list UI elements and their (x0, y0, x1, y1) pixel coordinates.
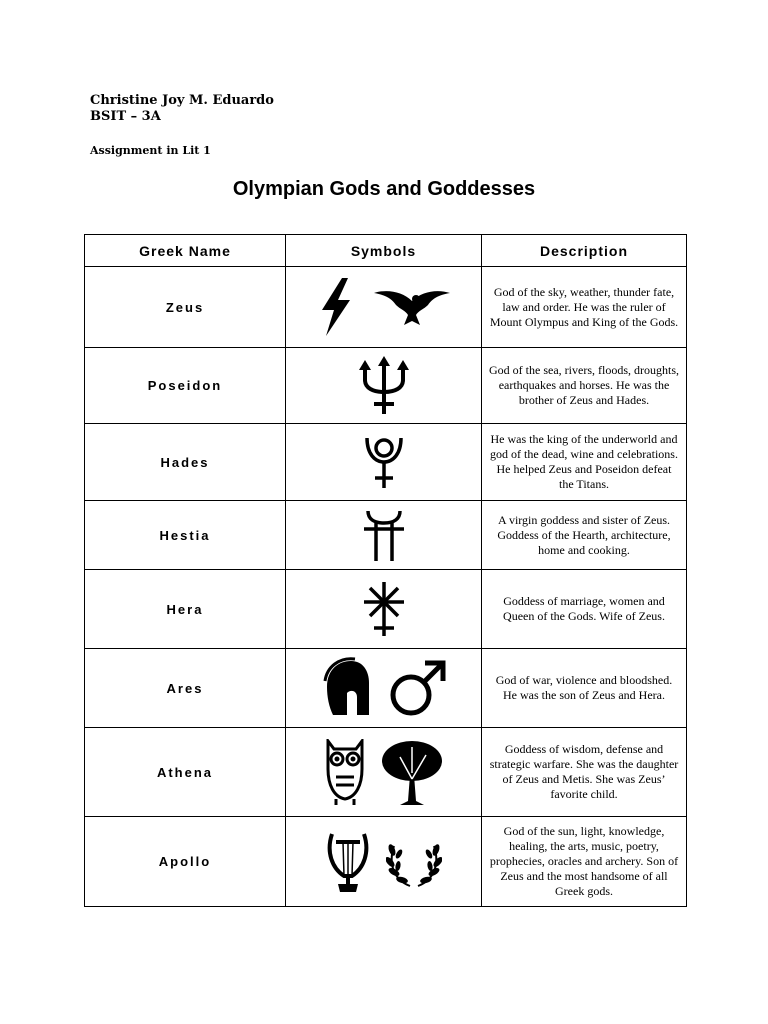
greek-name: Athena (85, 728, 286, 817)
lightning-bolt-icon (316, 276, 356, 338)
symbols-cell (286, 267, 482, 348)
table-header-row (85, 235, 687, 267)
document-header (90, 93, 274, 125)
greek-name: Hades (85, 424, 286, 501)
symbols-cell (286, 348, 482, 424)
table-row (85, 728, 687, 817)
laurel-wreath-icon (386, 834, 442, 890)
symbols-cell (286, 501, 482, 570)
greek-name: Ares (85, 649, 286, 728)
author-name: Christine Joy M. Eduardo (90, 93, 274, 108)
description: A virgin goddess and sister of Zeus. Goddess of the Hearth, architecture, home and cooking. (482, 501, 687, 570)
description: Goddess of wisdom, defense and strategic warfare. She was the daughter of Zeus and Metis. She was Zeus’ favorite child. (482, 728, 687, 817)
description: God of the sky, weather, thunder fate, law and order. He was the ruler of Mount Olympus and King of the Gods. (482, 267, 687, 348)
description: God of the sea, rivers, floods, droughts, earthquakes and horses. He was the brother of Zeus and Hades. (482, 348, 687, 424)
table-row (85, 348, 687, 424)
hestia-symbol-icon (362, 509, 406, 561)
symbols-cell (286, 424, 482, 501)
column-header-greek-name: Greek Name (85, 235, 286, 267)
lyre-icon (326, 832, 370, 892)
table-row (85, 424, 687, 501)
assignment-label: Assignment in Lit 1 (90, 144, 211, 157)
table-row (85, 267, 687, 348)
table-row (85, 649, 687, 728)
greek-name: Zeus (85, 267, 286, 348)
greek-name: Hera (85, 570, 286, 649)
greek-name: Apollo (85, 817, 286, 907)
eagle-icon (372, 287, 452, 327)
page-title: Olympian Gods and Goddesses (232, 178, 536, 200)
symbols-cell (286, 649, 482, 728)
table-row (85, 570, 687, 649)
description: He was the king of the underworld and god of the dead, wine and celebrations. He helped Zeus and Poseidon defeat the Titans. (482, 424, 687, 501)
column-header-symbols: Symbols (286, 235, 482, 267)
gods-table (84, 234, 687, 907)
course-section: BSIT – 3A (90, 109, 161, 124)
symbols-cell (286, 817, 482, 907)
description: God of war, violence and bloodshed. He was the son of Zeus and Hera. (482, 649, 687, 728)
description: Goddess of marriage, women and Queen of the Gods. Wife of Zeus. (482, 570, 687, 649)
spartan-helmet-icon (321, 657, 371, 719)
owl-icon (324, 739, 366, 805)
symbols-cell (286, 570, 482, 649)
column-header-description: Description (482, 235, 687, 267)
pluto-symbol-icon (363, 434, 405, 490)
table-row (85, 501, 687, 570)
mars-symbol-icon (389, 659, 447, 717)
symbols-cell (286, 728, 482, 817)
trident-icon (359, 356, 409, 416)
description: God of the sun, light, knowledge, healing, the arts, music, poetry, prophecies, oracles and archery. Son of Zeus and the most handsome of all Greek gods. (482, 817, 687, 907)
olive-tree-icon (380, 739, 444, 805)
greek-name: Poseidon (85, 348, 286, 424)
hera-symbol-icon (362, 580, 406, 638)
table-row (85, 817, 687, 907)
greek-name: Hestia (85, 501, 286, 570)
